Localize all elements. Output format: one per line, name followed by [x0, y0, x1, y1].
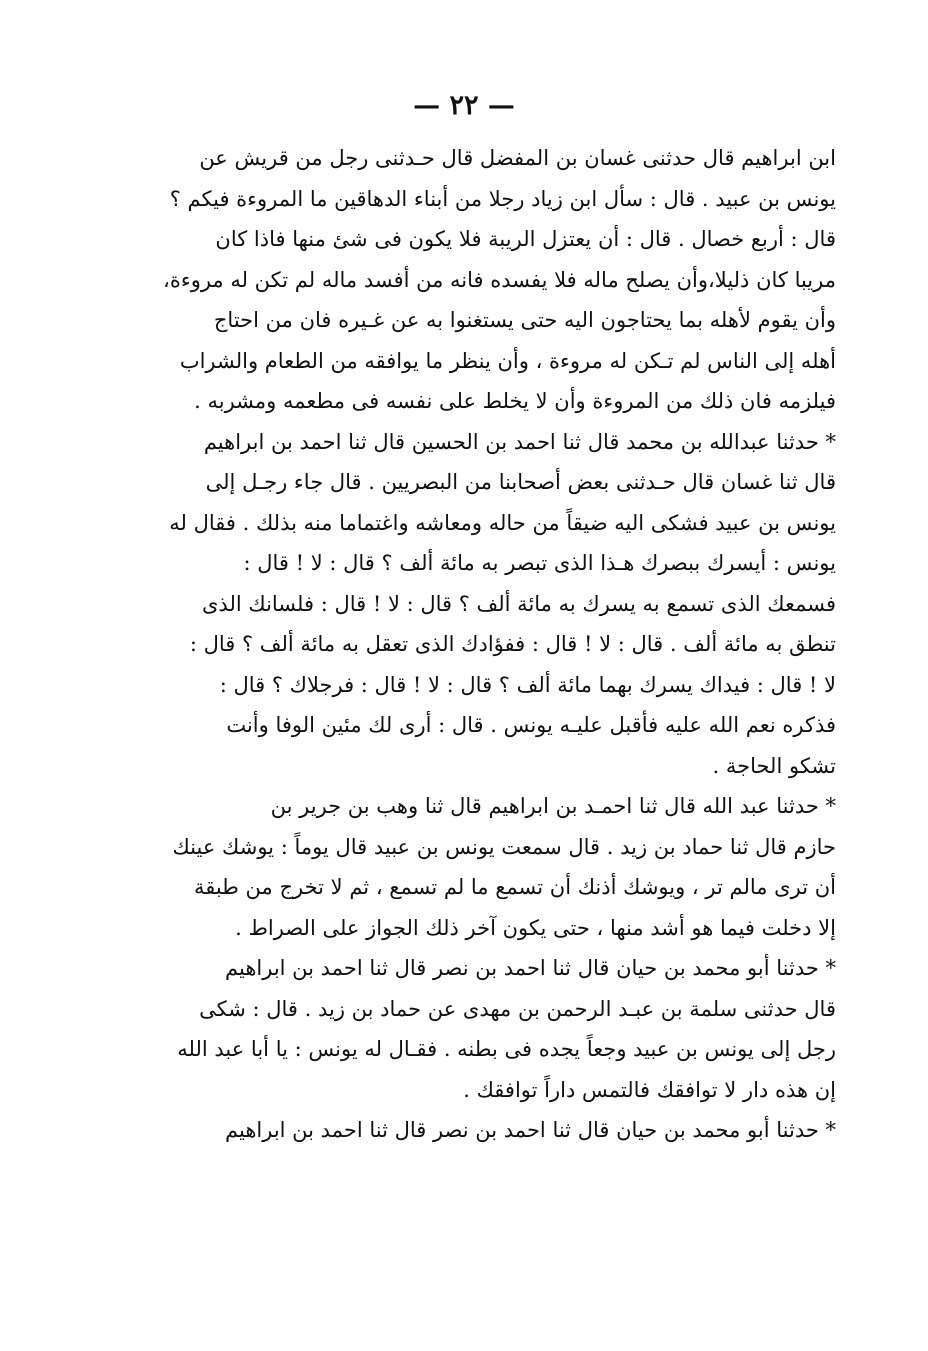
text-line: وأن يقوم لأهله بما يحتاجون اليه حتى يستغنوا به عن غـيره فان من احتاج	[213, 308, 836, 332]
text-line: فيلزمه فان ذلك من المروءة وأن لا يخلط على نفسه فى مطعمه ومشربه .	[194, 389, 836, 413]
text-line: يونس بن عبيد فشكى اليه ضيقاً من حاله ومعاشه واغتماما منه بذلك . فقال له	[169, 510, 836, 535]
text-line: حازم قال ثنا حماد بن زيد . قال سمعت يونس بن عبيد قال يوماً : يوشك عينك	[172, 834, 836, 859]
page-number: — ٢٢ —	[413, 90, 515, 121]
text-line: * حدثنا أبو محمد بن حيان قال ثنا احمد بن نصر قال ثنا احمد بن ابراهيم	[225, 956, 836, 980]
text-line: فذكره نعم الله عليه فأقبل عليـه يونس . قال : أرى لك مئين الوفا وأنت	[226, 713, 836, 737]
text-line: مريبا كان ذليلا،وأن يصلح ماله فلا يفسده فانه من أفسد ماله لم تكن له مروءة،	[163, 267, 836, 292]
text-line: لا ! قال : فيداك يسرك بهما مائة ألف ؟ قال : لا ! قال : فرجلاك ؟ قال :	[219, 672, 836, 697]
text-line: أن ترى مالم تر ، ويوشك أذنك أن تسمع ما لم تسمع ، ثم لا تخرج من طبقة	[193, 875, 836, 899]
text-line: قال حدثنى سلمة بن عبـد الرحمن بن مهدى عن حماد بن زيد . قال : شكى	[199, 996, 836, 1021]
text-line: إلا دخلت فيما هو أشد منها ، حتى يكون آخر ذلك الجواز على الصراط .	[235, 915, 836, 940]
text-line: تشكو الحاجة .	[712, 753, 836, 778]
text-line: أهله إلى الناس لم تـكن له مروءة ، وأن ينظر ما يوافقه من الطعام والشراب	[179, 348, 836, 373]
text-line: قال : أربع خصال . قال : أن يعتزل الريبة فلا يكون فى شئ منها فاذا كان	[215, 227, 836, 251]
text-line: * حدثنا أبو محمد بن حيان قال ثنا احمد بن نصر قال ثنا احمد بن ابراهيم	[225, 1118, 836, 1142]
body-text	[94, 138, 836, 1151]
text-line: * حدثنا عبدالله بن محمد قال ثنا احمد بن الحسين قال ثنا احمد بن ابراهيم	[203, 429, 836, 454]
text-line: قال ثنا غسان قال حـدثنى بعض أصحابنا من البصريين . قال جاء رجـل إلى	[205, 470, 836, 494]
text-line: إن هذه دار لا توافقك فالتمس داراً توافقك .	[463, 1077, 836, 1102]
text-line: يونس : أيسرك ببصرك هـذا الذى تبصر به مائة ألف ؟ قال : لا ! قال :	[243, 551, 836, 575]
text-line: ابن ابراهيم قال حدثنى غسان بن المفضل قال حـدثنى رجل من قريش عن	[199, 146, 836, 170]
text-line: فسمعك الذى تسمع به يسرك به مائة ألف ؟ قال : لا ! قال : فلسانك الذى	[202, 591, 836, 616]
text-line: تنطق به مائة ألف . قال : لا ! قال : ففؤادك الذى تعقل به مائة ألف ؟ قال :	[189, 632, 836, 656]
text-line: يونس بن عبيد . قال : سأل ابن زياد رجلا من أبناء الدهاقين ما المروءة فيكم ؟	[169, 186, 836, 211]
text-line: * حدثنا عبد الله قال ثنا احمـد بن ابراهيم قال ثنا وهب بن جرير بن	[270, 794, 836, 818]
text-line: رجل إلى يونس بن عبيد وجعاً يجده فى بطنه . فقـال له يونس : يا أبا عبد الله	[177, 1037, 836, 1061]
